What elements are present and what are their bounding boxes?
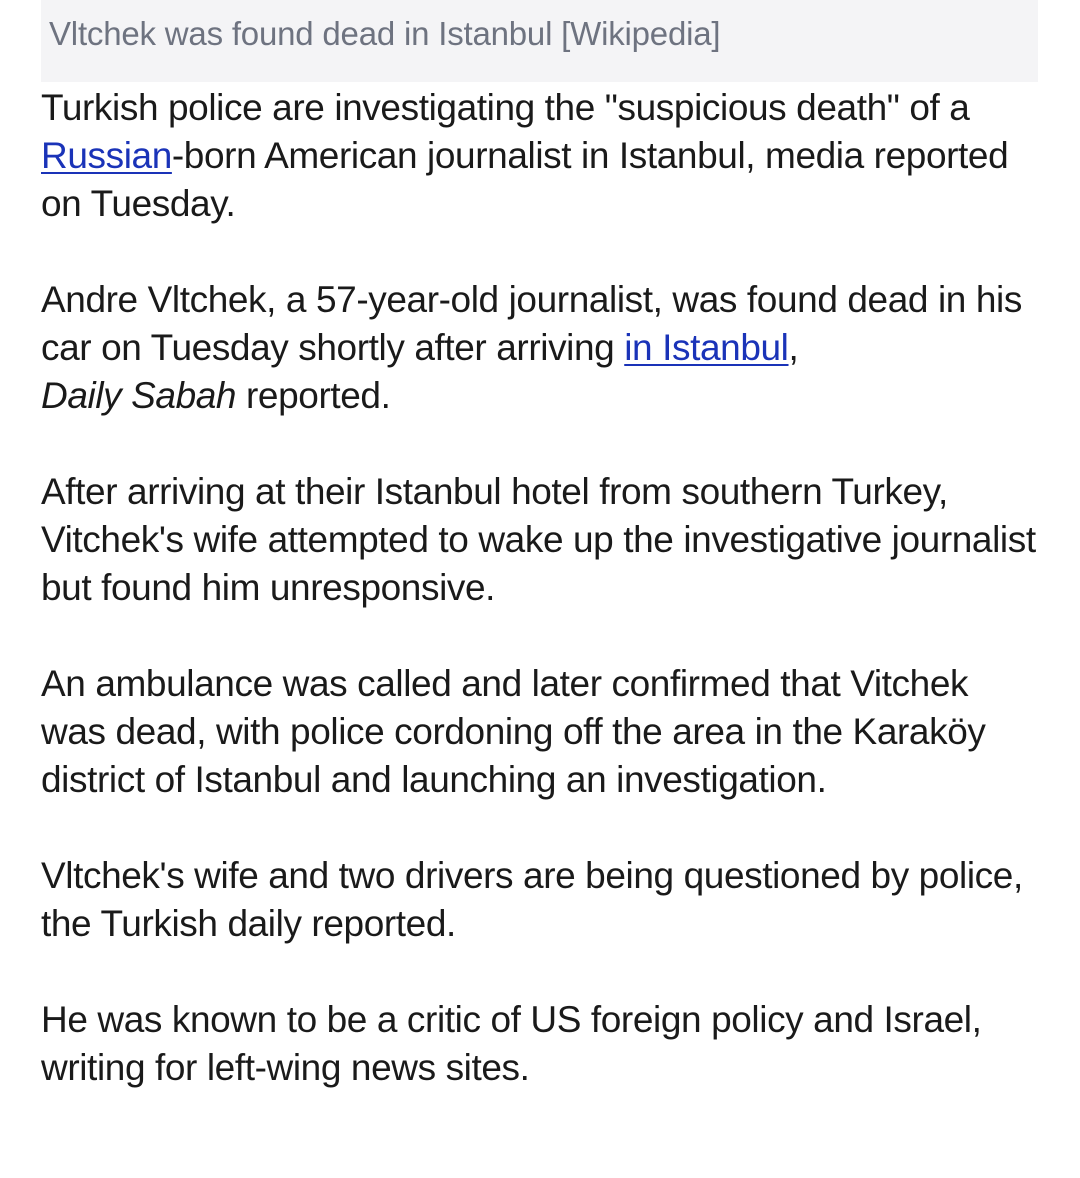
paragraph-2-text-after: reported. [236,375,391,416]
paragraph-2 [41,276,1041,420]
article-body [41,84,1041,1140]
paragraph-3: After arriving at their Istanbul hotel from southern Turkey, Vitchek's wife attempted to wake up the investigative journalist but found him unresponsive. [41,471,1036,608]
russian-link[interactable]: Russian [41,135,172,176]
caption-text: Vltchek was found dead in Istanbul [49,15,553,52]
paragraph-1 [41,84,1041,228]
paragraph-1-text-before: Turkish police are investigating the "suspicious death" of a [41,87,970,128]
paragraph-1-text-after: -born American journalist in Istanbul, media reported on Tuesday. [41,135,1009,224]
image-caption [41,0,1038,82]
daily-sabah-italic: Daily Sabah [41,375,237,416]
paragraph-4: An ambulance was called and later confirmed that Vitchek was dead, with police cordoning off the area in the Karaköy district of Istanbul and launching an investigation. [41,663,986,800]
in-istanbul-link[interactable]: in Istanbul [624,327,789,368]
paragraph-2-comma: , [788,327,799,368]
paragraph-6: He was known to be a critic of US foreign policy and Israel, writing for left-wing news sites. [41,999,982,1088]
paragraph-5: Vltchek's wife and two drivers are being questioned by police, the Turkish daily reported. [41,855,1023,944]
paragraph-2-text-before: Andre Vltchek, a 57-year-old journalist, was found dead in his car on Tuesday shortly after arriving [41,279,1022,368]
caption-source: [Wikipedia] [561,15,721,52]
